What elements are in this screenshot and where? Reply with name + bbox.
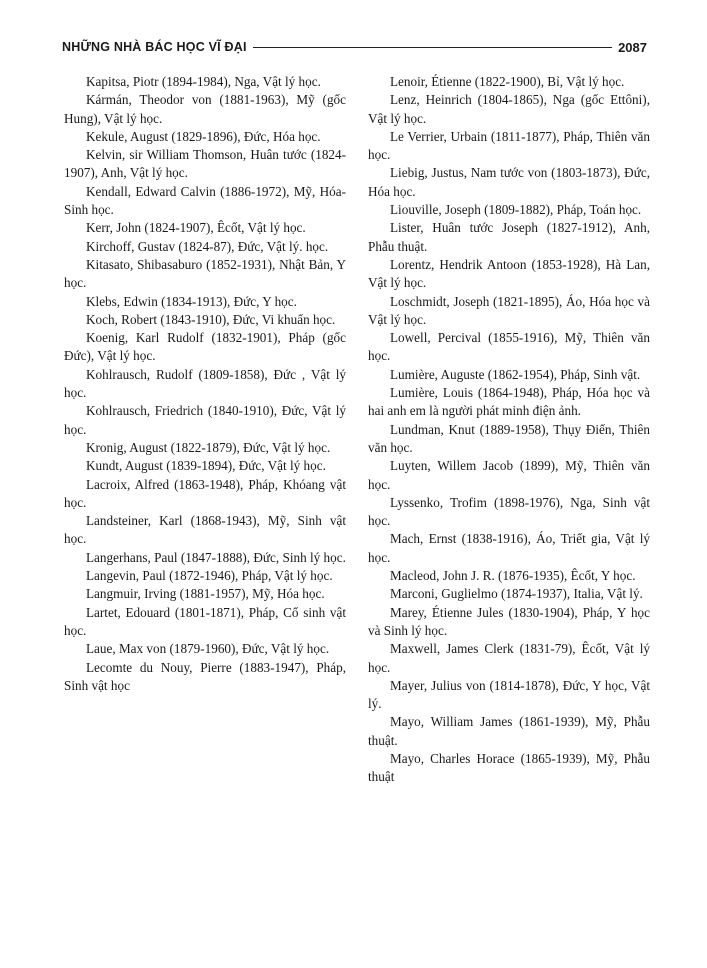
list-item: Maxwell, James Clerk (1831-79), Êcốt, Vật lý học. (368, 641, 650, 675)
list-item: Macleod, John J. R. (1876-1935), Êcốt, Y học. (390, 568, 636, 584)
list-item: Langmuir, Irving (1881-1957), Mỹ, Hóa học. (86, 586, 325, 602)
list-item: Lartet, Edouard (1801-1871), Pháp, Cổ sinh vật học. (64, 604, 346, 638)
running-header (62, 38, 647, 56)
list-item: Lenz, Heinrich (1804-1865), Nga (gốc Ettôni), Vật lý học. (368, 92, 650, 126)
list-item: Koenig, Karl Rudolf (1832-1901), Pháp (gốc Đức), Vật lý học. (64, 330, 346, 364)
list-item: Lacroix, Alfred (1863-1948), Pháp, Khóang vật học. (64, 476, 346, 510)
list-item: Lorentz, Hendrik Antoon (1853-1928), Hà Lan, Vật lý học. (368, 256, 650, 291)
list-item: Lister, Huân tước Joseph (1827-1912), Anh, Phẫu thuật. (368, 220, 650, 254)
list-item: Mach, Ernst (1838-1916), Áo, Triết gia, Vật lý học. (368, 531, 650, 565)
list-item: Kirchoff, Gustav (1824-87), Đức, Vật lý. học. (86, 238, 329, 254)
list-item: Loschmidt, Joseph (1821-1895), Áo, Hóa học và Vật lý học. (368, 293, 650, 327)
list-item: Kitasato, Shibasaburo (1852-1931), Nhật Bản, Y học. (64, 256, 346, 291)
list-item: Kelvin, sir William Thomson, Huân tước (1824-1907), Anh, Vật lý học. (64, 147, 346, 181)
list-item: Lecomte du Nouy, Pierre (1883-1947), Pháp, Sinh vật học (64, 659, 346, 693)
header-rule (253, 47, 612, 48)
list-item: Kundt, August (1839-1894), Đức, Vật lý học. (86, 458, 326, 474)
list-item: Mayo, Charles Horace (1865-1939), Mỹ, Phẫu thuật (368, 750, 650, 785)
list-item: Liebig, Justus, Nam tước von (1803-1873), Đức, Hóa học. (368, 165, 650, 199)
list-item: Liouville, Joseph (1809-1882), Pháp, Toán học. (390, 202, 642, 218)
list-item: Lundman, Knut (1889-1958), Thụy Điển, Thiên văn học. (368, 421, 650, 455)
left-column (64, 73, 346, 695)
list-item: Kerr, John (1824-1907), Êcốt, Vật lý học. (86, 220, 306, 236)
list-item: Kohlrausch, Friedrich (1840-1910), Đức, Vật lý học. (64, 403, 346, 437)
list-item: Laue, Max von (1879-1960), Đức, Vật lý học. (86, 641, 330, 657)
right-column (368, 73, 650, 787)
list-item: Kendall, Edward Calvin (1886-1972), Mỹ, Hóa- Sinh học. (64, 183, 346, 218)
list-item: Lyssenko, Trofim (1898-1976), Nga, Sinh vật học. (368, 494, 650, 529)
list-item: Luyten, Willem Jacob (1899), Mỹ, Thiên văn học. (368, 458, 650, 492)
list-item: Kapitsa, Piotr (1894-1984), Nga, Vật lý học. (86, 74, 321, 89)
list-item: Lowell, Percival (1855-1916), Mỹ, Thiên văn học. (368, 330, 650, 364)
list-item: Mayer, Julius von (1814-1878), Đức, Y học, Vật lý. (368, 677, 650, 712)
page-number: 2087 (618, 39, 647, 55)
list-item: Kohlrausch, Rudolf (1809-1858), Đức , Vật lý học. (64, 366, 346, 401)
list-item: Lumière, Louis (1864-1948), Pháp, Hóa học và hai anh em là người phát minh điện ảnh. (368, 385, 650, 419)
list-item: Marconi, Guglielmo (1874-1937), Italia, Vật lý. (390, 586, 643, 602)
list-item: Marey, Étienne Jules (1830-1904), Pháp, Y học và Sinh lý học. (368, 604, 650, 638)
list-item: Le Verrier, Urbain (1811-1877), Pháp, Thiên văn học. (368, 128, 650, 163)
list-item: Koch, Robert (1843-1910), Đức, Vi khuẩn học. (86, 311, 336, 327)
list-item: Langevin, Paul (1872-1946), Pháp, Vật lý học. (86, 568, 333, 584)
list-item: Kármán, Theodor von (1881-1963), Mỹ (gốc Hung), Vật lý học. (64, 92, 346, 126)
running-title: NHỮNG NHÀ BÁC HỌC VĨ ĐẠI (62, 40, 247, 54)
list-item: Kronig, August (1822-1879), Đức, Vật lý học. (86, 439, 331, 455)
list-item: Kekule, August (1829-1896), Đức, Hóa học. (86, 128, 321, 144)
list-item: Langerhans, Paul (1847-1888), Đức, Sinh lý học. (86, 549, 346, 565)
list-item: Lenoir, Étienne (1822-1900), Bỉ, Vật lý học. (390, 74, 625, 89)
list-item: Landsteiner, Karl (1868-1943), Mỹ, Sinh vật học. (64, 513, 346, 547)
list-item: Klebs, Edwin (1834-1913), Đức, Y học. (86, 293, 297, 309)
list-item: Mayo, William James (1861-1939), Mỹ, Phẫu thuật. (368, 714, 650, 748)
list-item: Lumière, Auguste (1862-1954), Pháp, Sinh vật. (390, 366, 641, 382)
